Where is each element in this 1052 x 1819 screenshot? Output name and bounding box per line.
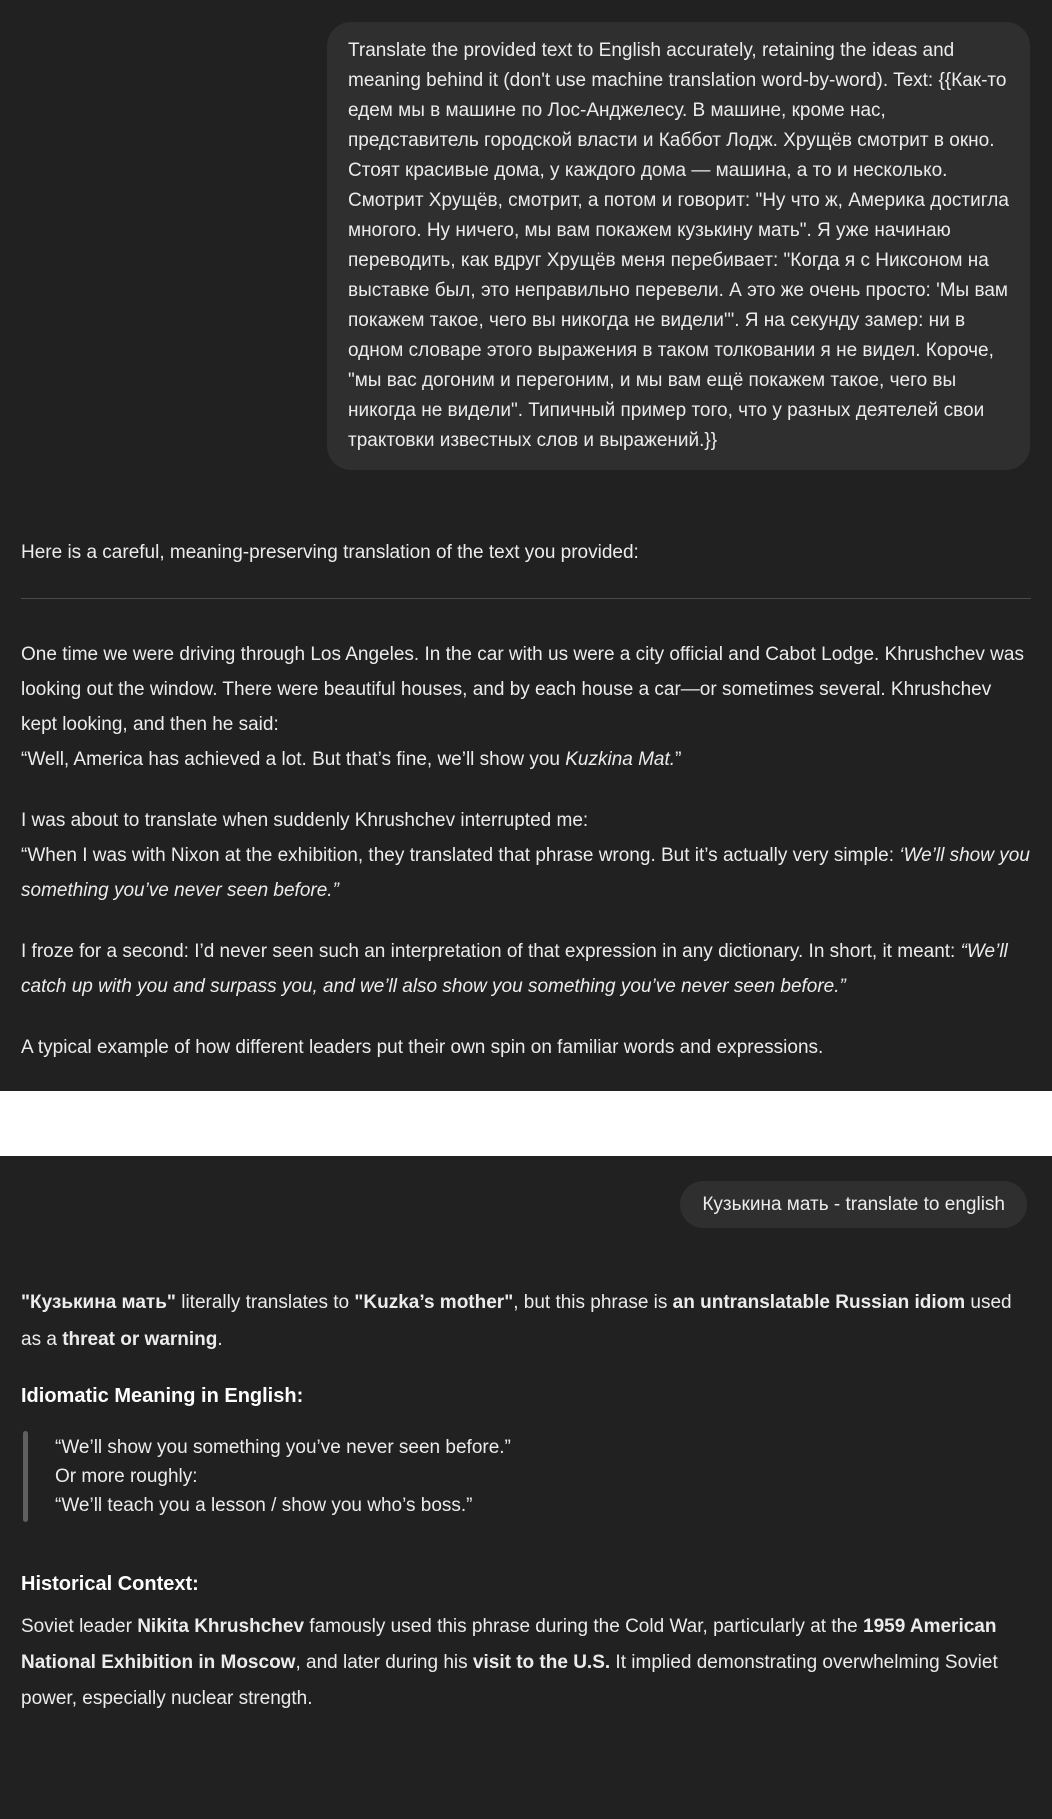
translation-paragraph-3: I froze for a second: I’d never seen such an interpretation of that expression in any dictionary. In short, it meant: “We’ll catch up with you and surpass you, and we’ll also show you something you’ve never seen before.” — [21, 941, 1008, 997]
assistant-message-idiom-explanation — [21, 1284, 1031, 1717]
translation-paragraph-1: One time we were driving through Los Angeles. In the car with us were a city official and Cabot Lodge. Khrushchev was looking out the window. There were beautiful houses, and by each house a car—or sometimes several. Khrushchev kept looking, and then he said: “Well, America has achieved a lot. But that’s fine, we’ll show you Kuzkina Mat.” — [21, 644, 1024, 770]
user-message-bubble-translate-request: Translate the provided text to English accurately, retaining the ideas and meaning behind it (don't use machine translation word-by-word). Text: {{Как-то едем мы в машине по Лос-Анджелесу. В машине, кроме нас, представитель городской власти и Каббот Лодж. Хрущёв смотрит в окно. Стоят красивые дома, у каждого дома — машина, а то и несколько. Смотрит Хрущёв, смотрит, а потом и говорит: "Ну что ж, Америка достигла многого. Ну ничего, мы вам покажем кузькину мать". Я уже начинаю переводить, как вдруг Хрущёв меня перебивает: "Когда я с Никсоном на выставке был, это неправильно перевели. А это же очень просто: 'Мы вам покажем такое, чего вы никогда не видели'". Я на секунду замер: ни в одном словаре этого выражения в таком толковании я не видел. Короче, "мы вас догоним и перегоним, и мы вам ещё покажем такое, чего вы никогда не видели". Типичный пример того, что у разных деятелей свои трактовки известных слов и выражений.}} — [327, 22, 1030, 470]
translation-paragraph-2: I was about to translate when suddenly Khrushchev interrupted me: “When I was with Nixon at the exhibition, they translated that phrase wrong. But it’s actually very simple: ‘We’ll show you something you’ve never seen before.” — [21, 810, 1030, 901]
user-message-bubble-kuzkina-query: Кузькина мать - translate to english — [680, 1181, 1027, 1228]
section-heading-historical-context: Historical Context: — [21, 1573, 199, 1595]
assistant-message-translation — [21, 536, 1031, 1065]
translation-paragraph-4: A typical example of how different leaders put their own spin on familiar words and expressions. — [21, 1037, 824, 1058]
assistant-intro-text: Here is a careful, meaning-preserving translation of the text you provided: — [21, 542, 639, 563]
idiom-literal-translation-paragraph: "Кузькина мать" literally translates to "Kuzka’s mother", but this phrase is an untranslatable Russian idiom used as a threat or warning. — [21, 1292, 1012, 1350]
quote-line: “We’ll teach you a lesson / show you who’s boss.” — [55, 1495, 473, 1516]
divider — [21, 598, 1031, 599]
white-gap-band — [0, 1091, 1052, 1156]
chat-thread — [0, 22, 1052, 1717]
quote-line: Or more roughly: — [55, 1466, 198, 1487]
historical-context-paragraph: Soviet leader Nikita Khrushchev famously used this phrase during the Cold War, particularly at the 1959 American National Exhibition in Moscow, and later during his visit to the U.S. It implied demonstrating overwhelming Soviet power, especially nuclear strength. — [21, 1616, 998, 1709]
quote-line: “We’ll show you something you’ve never seen before.” — [55, 1437, 511, 1458]
section-heading-idiomatic-meaning: Idiomatic Meaning in English: — [21, 1385, 304, 1407]
quote-block — [23, 1431, 1031, 1522]
